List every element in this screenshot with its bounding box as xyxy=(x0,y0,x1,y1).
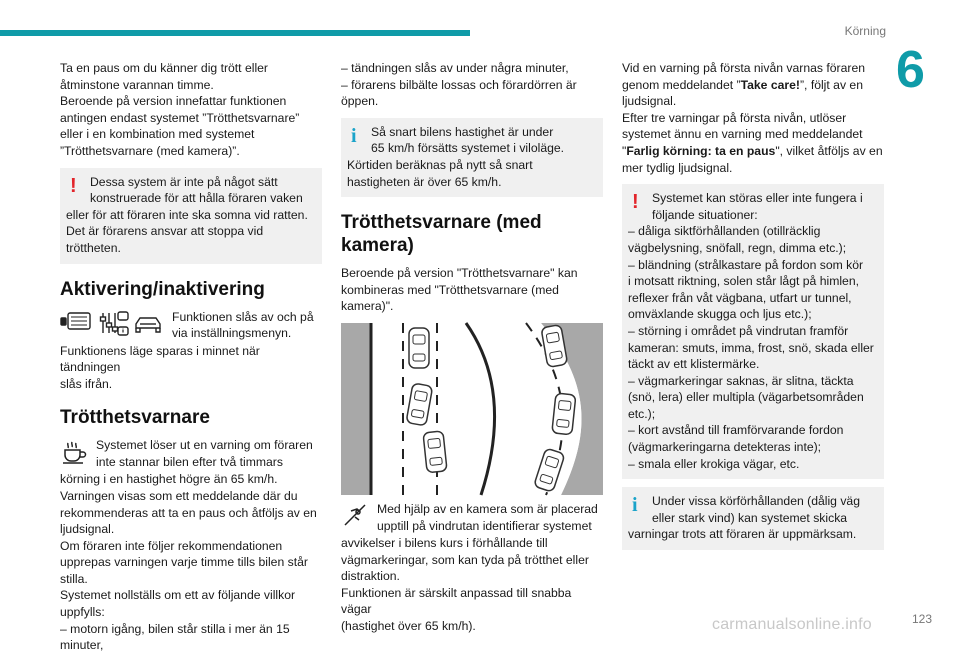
heading-activation: Aktivering/inaktivering xyxy=(60,278,265,300)
camera-row: Med hjälp av en kamera som är placerad upptill på vindrutan identifierar systemet xyxy=(341,501,603,535)
reset-conditions-list: – tändningen slås av under några minuter, – förarens bilbälte lossas och förardörren är öppen. xyxy=(341,61,577,109)
activation-memory-text: Funktionens läge sparas i minnet när tändningen slås ifrån. xyxy=(60,343,260,391)
header-accent-bar xyxy=(0,30,470,36)
activation-row: Funktionen slås av och på via inställningsmenyn. xyxy=(60,309,322,343)
camera-intro: Beroende på version "Trötthetsvarnare" kan kombineras med "Trötthetsvarnare (med kamera)". xyxy=(341,266,578,314)
screen-icon xyxy=(61,313,90,329)
coffee-cup-icon xyxy=(60,437,90,467)
chapter-number: 6 xyxy=(896,41,925,99)
info-icon: i xyxy=(632,494,638,517)
camera-icon xyxy=(341,501,371,531)
info-note: i Så snart bilens hastighet är under 65 km/h försätts systemet i viloläge. Körtiden beräknas på nytt så snart hastigheten är över 65 km/h. xyxy=(341,118,603,197)
take-care-message: Take care! xyxy=(740,77,800,92)
info-note-conditions: i Under vissa körförhållanden (dålig väg eller stark vind) kan systemet skicka varningar trots att föraren är uppmärksam. xyxy=(622,487,884,550)
heading-fatigue: Trötthetsvarnare xyxy=(60,407,210,429)
warning-icon: ! xyxy=(632,191,639,214)
fatigue-text: körning i en hastighet högre än 65 km/h. Varningen visas som ett meddelande där du rekommenderas att ta en paus och åtföljs av en ljudsignal. Om föraren inte följer rekommendationen upprepas varningen varje timme tills bilen står stilla. Systemet nollställs om ett av följande villkor uppfylls: – motorn igång, bilen står stilla i mer än 15 minuter, xyxy=(60,472,317,653)
warning-icon: ! xyxy=(70,174,77,197)
warning-note: ! Dessa system är inte på något sätt konstruerade för att hålla föraren vaken eller för att föraren inte ska somna vid ratten. Det är förarens ansvar att stoppa vid tröttheten. xyxy=(60,168,322,264)
road-illustration-svg xyxy=(341,323,603,495)
info-icon: i xyxy=(351,124,357,147)
camera-description: avvikelser i bilens kurs i förhållande till vägmarkeringar, som kan tyda på trötthet eller distraktion. Funktionen är särskilt anpassad till snabba vägar (hastighet över 65 km/h). xyxy=(341,535,589,633)
warning-note-conditions: ! Systemet kan störas eller inte fungera i följande situationer: – dåliga siktförhållanden (otillräcklig vägbelysning, snöfall, regn, dimma etc.); – bländning (strålkastare på fordon som kör i motsatt riktning, solen står lågt på himlen, reflexer från våt vägbana, utfart ur tunnel, omväxlande skugga och ljus etc.); – störning i området på vindrutan framför kameran: smuts, imma, frost, snö, skada eller täckt av ett klistermärke. – vägmarkeringar saknas, är slitna, täckta (snö, lera) eller multipla (vägarbetsområden etc.); – kort avstånd till framförvarande fordon (vägmarkeringarna detekteras inte); – smala eller krokiga vägar, etc. xyxy=(622,184,884,479)
column-2 xyxy=(341,60,603,635)
watermark: carmanualsonline.info xyxy=(712,616,872,633)
danger-message: Farlig körning: ta en paus xyxy=(626,143,776,158)
column-1 xyxy=(60,60,322,654)
heading-camera: Trötthetsvarnare (med kamera) xyxy=(341,212,542,257)
first-level-warning-text: Vid en varning på första nivån varnas föraren genom meddelandet ”Take care!”, följt av en ljudsignal. Efter tre varningar på första nivån, utlöser systemet ännu en varning med meddelandet "Farlig körning: ta en paus", vilket åtföljs av en mer tydlig ljudsignal. xyxy=(622,61,883,175)
settings-menu-icons xyxy=(60,309,170,339)
settings-sliders-icon xyxy=(101,312,129,335)
header-title: Körning xyxy=(844,24,886,38)
column-3 xyxy=(622,60,884,558)
car-shape-1 xyxy=(409,328,429,368)
intro-paragraph: Ta en paus om du känner dig trött eller åtminstone varannan timme. Beroende på version innefattar funktionen antingen endast systemet ”Trötthetsvarnare” eller i en kombination med systemet ”Trötthetsvarnare (med kamera)”. xyxy=(60,61,300,158)
fatigue-row: Systemet löser ut en varning om föraren inte stannar bilen efter två timmars xyxy=(60,437,322,471)
page-number: 123 xyxy=(912,612,933,626)
car-shape-3 xyxy=(423,431,447,473)
lane-drift-illustration xyxy=(341,323,603,495)
car-icon xyxy=(136,318,160,332)
car-shape-5 xyxy=(552,393,576,435)
